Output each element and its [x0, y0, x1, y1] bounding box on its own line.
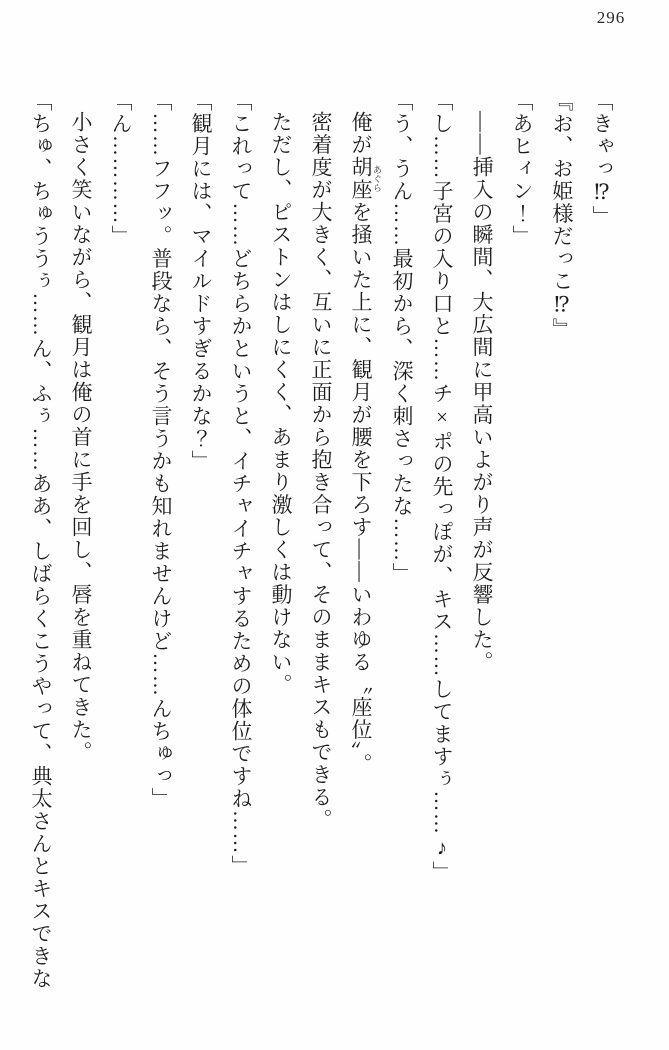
text-line: 俺が胡座 あぐらを掻いた上に、観月が腰を下ろす——いわゆる〝座位〞。 — [349, 111, 382, 776]
text-line: 「……フフッ。普段なら、そう言うかも知れませんけど……んちゅっ」 — [149, 90, 173, 810]
text-line: 「ん…………」 — [109, 90, 133, 248]
text-line: 「きゃっ⁉」 — [590, 90, 614, 228]
text-line: ただし、ピストンはしにくく、あまり激しくは動けない。 — [269, 111, 293, 696]
text-line: 「あヒィン！」 — [510, 90, 534, 248]
text-line: 「う、うん……最初から、深く刺さったな……」 — [390, 90, 414, 585]
page-number: 296 — [596, 8, 626, 27]
text-line: 小さく笑いながら、観月は俺の首に手を回し、唇を重ねてきた。 — [69, 111, 93, 764]
text-line: 「これって……どちらかというと、イチャイチャするための体位ですね……」 — [229, 90, 253, 878]
text-line: 「観月には、マイルドすぎるかな？」 — [189, 90, 213, 473]
text-line: 『お、お姫様だっこ⁉』 — [550, 90, 574, 341]
text-line: ——挿入の瞬間、大広間に甲高いよがり声が反響した。 — [470, 111, 494, 674]
text-line: 「し……子宮の入り口と……チ×ポの先っぽが、キス……してますぅ……♪」 — [430, 90, 454, 884]
text-line: 「ちゅ、ちゅううぅ……ん、ふぅ……ああ、しばらくこうやって、典太さんとキスできな — [29, 90, 53, 990]
ruby-annotated-word: 胡座 あぐら — [349, 156, 382, 201]
text-line: 密着度が大きく、互いに正面から抱き合って、そのままキスもできる。 — [309, 111, 333, 831]
page-text — [21, 90, 622, 1025]
